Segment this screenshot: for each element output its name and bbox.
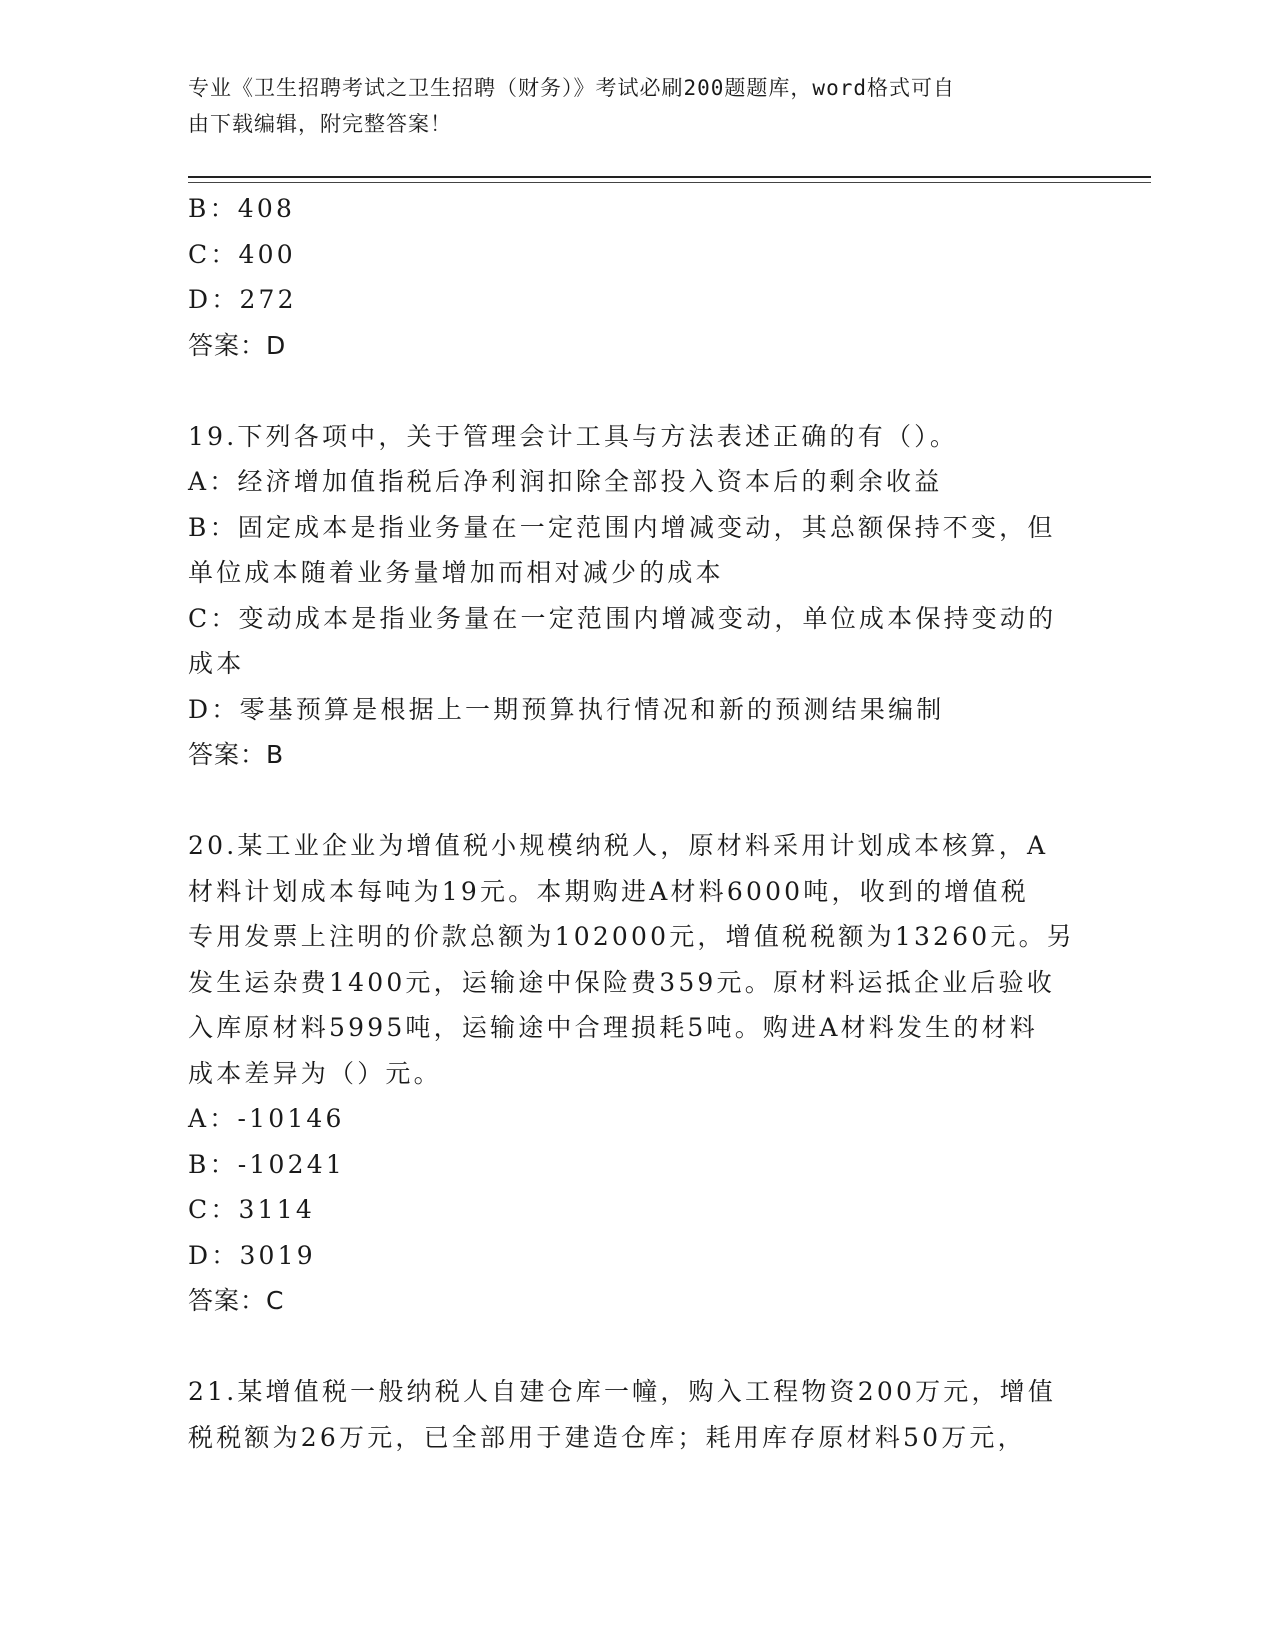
option-b-continued: 单位成本随着业务量增加而相对减少的成本 [188, 558, 724, 587]
header-line-2: 由下载编辑，附完整答案！ [188, 112, 452, 136]
question-stem-continued: 材料计划成本每吨为19元。本期购进A材料6000吨，收到的增值税 [188, 876, 1029, 906]
option-b: B：-10241 [188, 1149, 345, 1179]
option-b: B：408 [188, 194, 296, 223]
option-a: A：-10146 [188, 1104, 345, 1133]
spacer [188, 1324, 1068, 1370]
spacer [188, 778, 1068, 824]
option-c: C：400 [188, 239, 296, 269]
question-stem: 21.某增值税一般纳税人自建仓库一幢，购入工程物资200万元，增值 [188, 1377, 1057, 1406]
question-stem-continued: 税税额为26万元，已全部用于建造仓库；耗用库存原材料50万元， [188, 1422, 1026, 1452]
option-d: D：零基预算是根据上一期预算执行情况和新的预测结果编制 [188, 694, 945, 724]
question-18-tail [188, 186, 1068, 368]
header-line-1: 专业《卫生招聘考试之卫生招聘（财务）》考试必刷200题题库，word格式可自 [188, 76, 955, 100]
document-header [188, 70, 1068, 142]
header-divider-thin [188, 182, 1151, 183]
option-b: B：固定成本是指业务量在一定范围内增减变动，其总额保持不变，但 [188, 512, 1056, 542]
answer: 答案：D [188, 330, 287, 360]
question-stem: 20.某工业企业为增值税小规模纳税人，原材料采用计划成本核算，A [188, 831, 1049, 860]
question-stem-continued: 成本差异为（）元。 [188, 1058, 442, 1088]
option-c: C：3114 [188, 1195, 315, 1224]
header-divider [188, 176, 1151, 178]
option-d: D：272 [188, 285, 297, 314]
option-a: A：经济增加值指税后净利润扣除全部投入资本后的剩余收益 [188, 467, 943, 496]
option-d: D：3019 [188, 1240, 316, 1270]
question-stem-continued: 专用发票上注明的价款总额为102000元，增值税税额为13260元。另 [188, 922, 1075, 951]
option-c: C：变动成本是指业务量在一定范围内增减变动，单位成本保持变动的 [188, 603, 1057, 633]
option-c-continued: 成本 [188, 649, 245, 678]
question-stem-continued: 入库原材料5995吨，运输途中合理损耗5吨。购进A材料发生的材料 [188, 1013, 1038, 1042]
answer: 答案：C [188, 1286, 285, 1315]
question-19 [188, 414, 1068, 778]
question-20 [188, 823, 1075, 1324]
question-stem-continued: 发生运杂费1400元，运输途中保险费359元。原材料运抵企业后验收 [188, 967, 1055, 997]
question-stem: 19.下列各项中，关于管理会计工具与方法表述正确的有（）。 [188, 421, 959, 451]
question-21 [188, 1369, 1068, 1460]
document-body [188, 186, 1075, 1460]
answer: 答案：B [188, 740, 285, 769]
spacer [188, 368, 1068, 414]
